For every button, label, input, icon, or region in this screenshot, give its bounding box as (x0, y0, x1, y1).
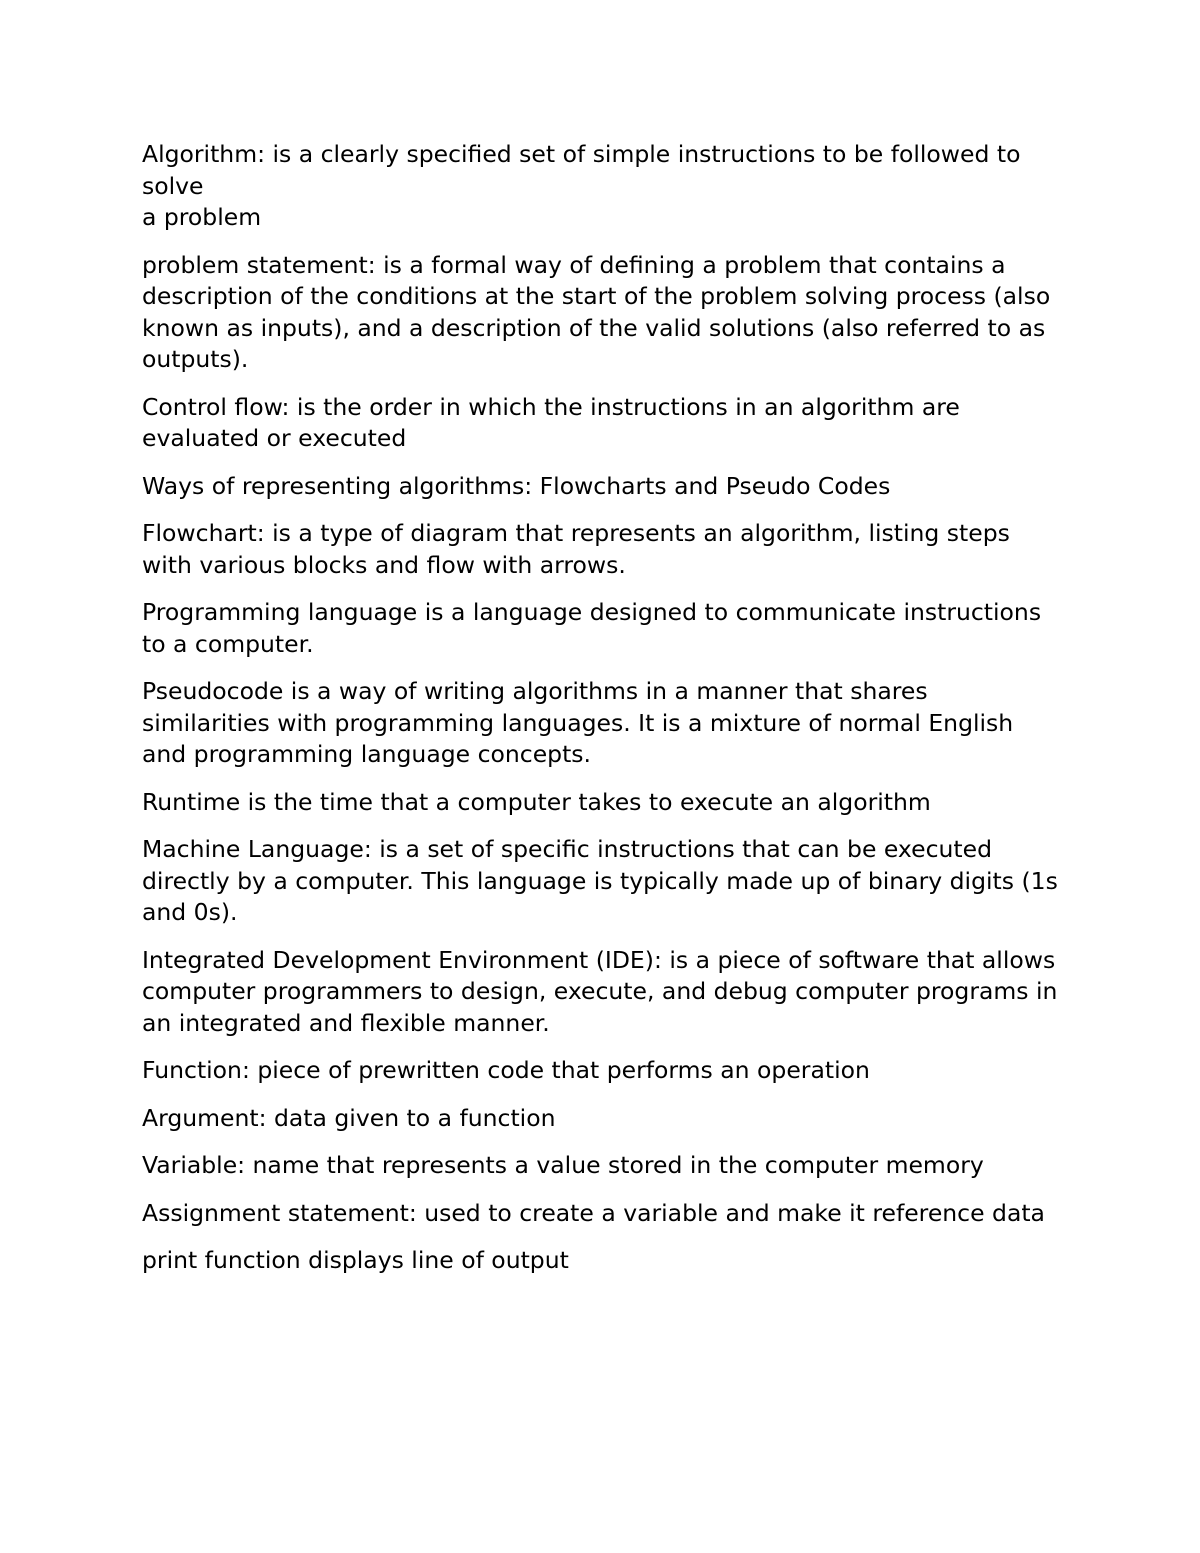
text-line: Argument: data given to a function (142, 1103, 556, 1132)
text-line: Pseudocode is a way of writing algorithms in a manner that shares (142, 677, 928, 705)
text-line: a problem (142, 203, 262, 231)
text-line: Control flow: is the order in which the instructions in an algorithm are (142, 392, 960, 421)
paragraph-ways-of-representing (142, 471, 1072, 503)
paragraph-algorithm-continued (142, 202, 1072, 234)
paragraph-flowchart (142, 518, 1072, 581)
paragraph-runtime (142, 787, 1072, 819)
text-line: Assignment statement: used to create a variable and make it reference data (142, 1198, 1045, 1227)
text-line: similarities with programming languages. It is a mixture of normal English (142, 708, 1014, 737)
text-line: print function displays line of output (142, 1246, 569, 1274)
paragraph-ide (142, 945, 1072, 1040)
text-line: description of the conditions at the start of the problem solving process (also (142, 282, 1051, 310)
text-line: Machine Language: is a set of specific instructions that can be executed (142, 835, 992, 863)
paragraph-machine-language (142, 834, 1072, 929)
text-line: Flowchart: is a type of diagram that represents an algorithm, listing steps (142, 519, 1010, 547)
text-line: to a computer. (142, 629, 314, 658)
paragraph-variable (142, 1150, 1072, 1182)
text-line: Variable: name that represents a value stored in the computer memory (142, 1151, 984, 1179)
document-body (142, 139, 1072, 1293)
paragraph-assignment-statement (142, 1198, 1072, 1230)
paragraph-pseudocode (142, 676, 1072, 771)
paragraph-algorithm (142, 139, 1072, 202)
paragraph-print-function (142, 1245, 1072, 1277)
text-line: outputs). (142, 345, 249, 373)
text-line: with various blocks and flow with arrows. (142, 550, 626, 579)
text-line: and programming language concepts. (142, 740, 591, 768)
text-line: Function: piece of prewritten code that performs an operation (142, 1056, 870, 1084)
paragraph-argument (142, 1103, 1072, 1135)
text-line: problem statement: is a formal way of defining a problem that contains a (142, 250, 1006, 279)
paragraph-programming-language (142, 597, 1072, 660)
text-line: computer programmers to design, execute, and debug computer programs in (142, 977, 1058, 1005)
paragraph-problem-statement (142, 250, 1072, 376)
text-line: Algorithm: is a clearly specified set of simple instructions to be followed to (142, 140, 1021, 168)
text-line: Runtime is the time that a computer takes to execute an algorithm (142, 787, 931, 816)
text-line: directly by a computer. This language is typically made up of binary digits (1s (142, 866, 1058, 895)
text-line: evaluated or executed (142, 424, 407, 452)
text-line: Programming language is a language designed to communicate instructions (142, 598, 1042, 626)
text-line: Integrated Development Environment (IDE): is a piece of software that allows (142, 945, 1056, 974)
text-line: and 0s). (142, 898, 238, 926)
text-line: known as inputs), and a description of the valid solutions (also referred to as (142, 313, 1046, 342)
text-line: an integrated and flexible manner. (142, 1008, 550, 1037)
text-line: solve (142, 171, 204, 200)
paragraph-function (142, 1055, 1072, 1087)
text-line: Ways of representing algorithms: Flowcharts and Pseudo Codes (142, 471, 891, 500)
paragraph-control-flow (142, 392, 1072, 455)
